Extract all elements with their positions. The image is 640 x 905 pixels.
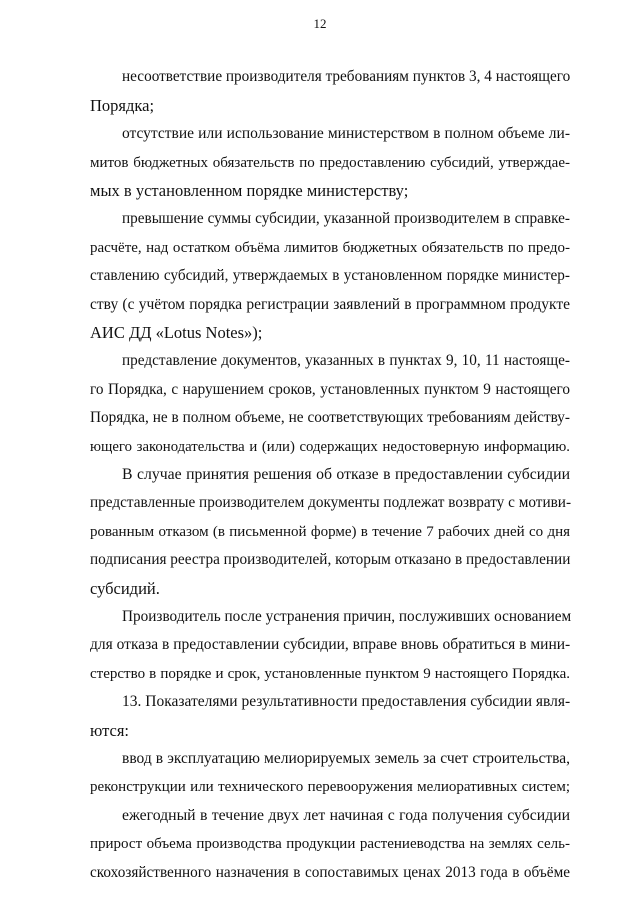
text-line: стерство в порядке и срок, установленные пунктом 9 настоящего Порядка. (90, 666, 570, 682)
text-line: 13. Показателями результативности предоставления субсидии явля- (122, 693, 571, 710)
text-line: расчёте, над остатком объёма лимитов бюджетных обязательств по предо- (90, 240, 570, 256)
text-line: представление документов, указанных в пунктах 9, 10, 11 настояще- (122, 352, 570, 369)
text-line: ставлению субсидий, утверждаемых в установленном порядке министер- (90, 267, 570, 284)
text-line: ежегодный в течение двух лет начиная с года получения субсидии (122, 807, 570, 824)
text-line: ввод в эксплуатацию мелиорируемых земель за счет строительства, (122, 750, 570, 767)
page-number: 12 (313, 16, 327, 31)
text-line: прирост объема производства продукции растениеводства на землях сель- (90, 836, 570, 852)
text-line: отсутствие или использование министерством в полном объеме ли- (122, 125, 570, 142)
text-line: рованным отказом (в письменной форме) в течение 7 рабочих дней со дня (90, 524, 570, 540)
text-line: ющего законодательства и (или) содержащих недостоверную информацию. (90, 439, 570, 455)
text-line: Порядка, не в полном объеме, не соответствующих требованиям действу- (90, 409, 570, 426)
text-line: АИС ДД «Lotus Notes»); (90, 323, 263, 342)
text-line: мых в установленном порядке министерству; (90, 181, 409, 200)
text-line: ству (с учётом порядка регистрации заявлений в программном продукте (90, 296, 570, 313)
text-line: подписания реестра производителей, которым отказано в предоставлении (90, 551, 571, 568)
text-line: реконструкции или технического перевооружения мелиоративных систем; (90, 779, 570, 795)
text-line: Порядка; (90, 96, 155, 115)
text-line: для отказа в предоставлении субсидии, вправе вновь обратиться в мини- (90, 636, 571, 653)
text-line: представленные производителем документы подлежат возврату с мотиви- (90, 494, 572, 511)
text-line: го Порядка, с нарушением сроков, установленных пунктом 9 настоящего (90, 381, 570, 398)
text-line: В случае принятия решения об отказе в предоставлении субсидии (122, 466, 570, 483)
text-line: митов бюджетных обязательств по предоставлению субсидий, утверждае- (90, 155, 570, 171)
text-line: субсидий. (90, 579, 160, 598)
text-line: Производитель после устранения причин, послуживших основанием (122, 608, 572, 625)
text-line: скохозяйственного назначения в сопоставимых ценах 2013 года в объёме (90, 864, 570, 881)
text-line: несоответствие производителя требованиям пунктов 3, 4 настоящего (122, 68, 571, 85)
text-line: превышение суммы субсидии, указанной производителем в справке- (122, 210, 570, 227)
text-line: ются: (90, 721, 130, 740)
